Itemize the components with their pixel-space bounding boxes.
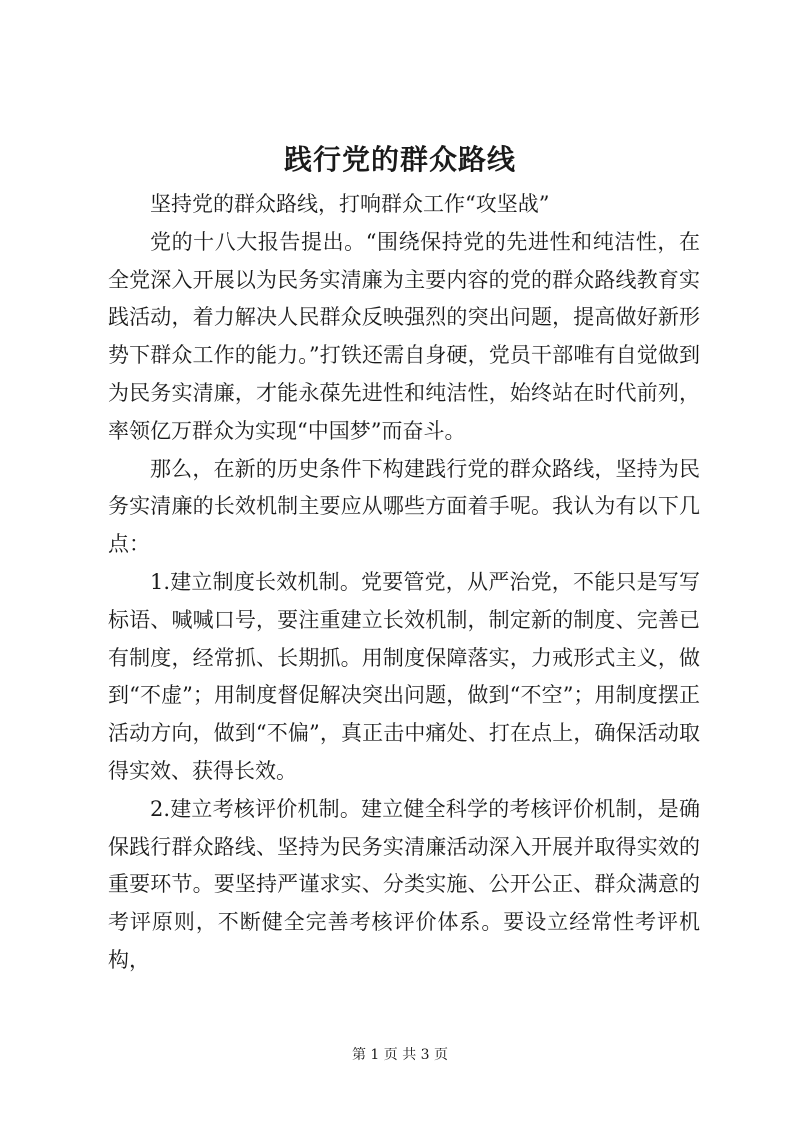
document-body [108, 186, 700, 980]
paragraph-subtitle: 坚持党的群众路线，打响群众工作“攻坚战” [150, 192, 550, 216]
paragraph: 党的十八大报告提出。“围绕保持党的先进性和纯洁性，在全党深入开展以为民务实清廉为主要内容的党的群众路线教育实践活动，着力解决人民群众反映强烈的突出问题，提高做好新形势下群众工作的能力。”打铁还需自身硬，党员干部唯有自觉做到为民务实清廉，才能永葆先进性和纯洁性，始终站在时代前列，率领亿万群众为实现“中国梦”而奋斗。 [108, 229, 700, 443]
page-footer: 第 1 页 共 3 页 [351, 1047, 449, 1063]
paragraph: 1.建立制度长效机制。党要管党，从严治党，不能只是写写标语、喊喊口号，要注重建立长效机制，制定新的制度、完善已有制度，经常抓、长期抓。用制度保障落实，力戒形式主义，做到“不虚”；用制度督促解决突出问题，做到“不空”；用制度摆正活动方向，做到“不偏”，真正击中痛处、打在点上，确保活动取得实效、获得长效。 [108, 569, 700, 783]
document-title: 践行党的群众路线 [283, 143, 516, 176]
paragraph: 2.建立考核评价机制。建立健全科学的考核评价机制，是确保践行群众路线、坚持为民务实清廉活动深入开展并取得实效的重要环节。要坚持严谨求实、分类实施、公开公正、群众满意的考评原则，不断健全完善考核评价体系。要设立经常性考评机构， [108, 796, 700, 972]
paragraph: 那么，在新的历史条件下构建践行党的群众路线，坚持为民务实清廉的长效机制主要应从哪些方面着手呢。我认为有以下几点： [108, 456, 700, 557]
